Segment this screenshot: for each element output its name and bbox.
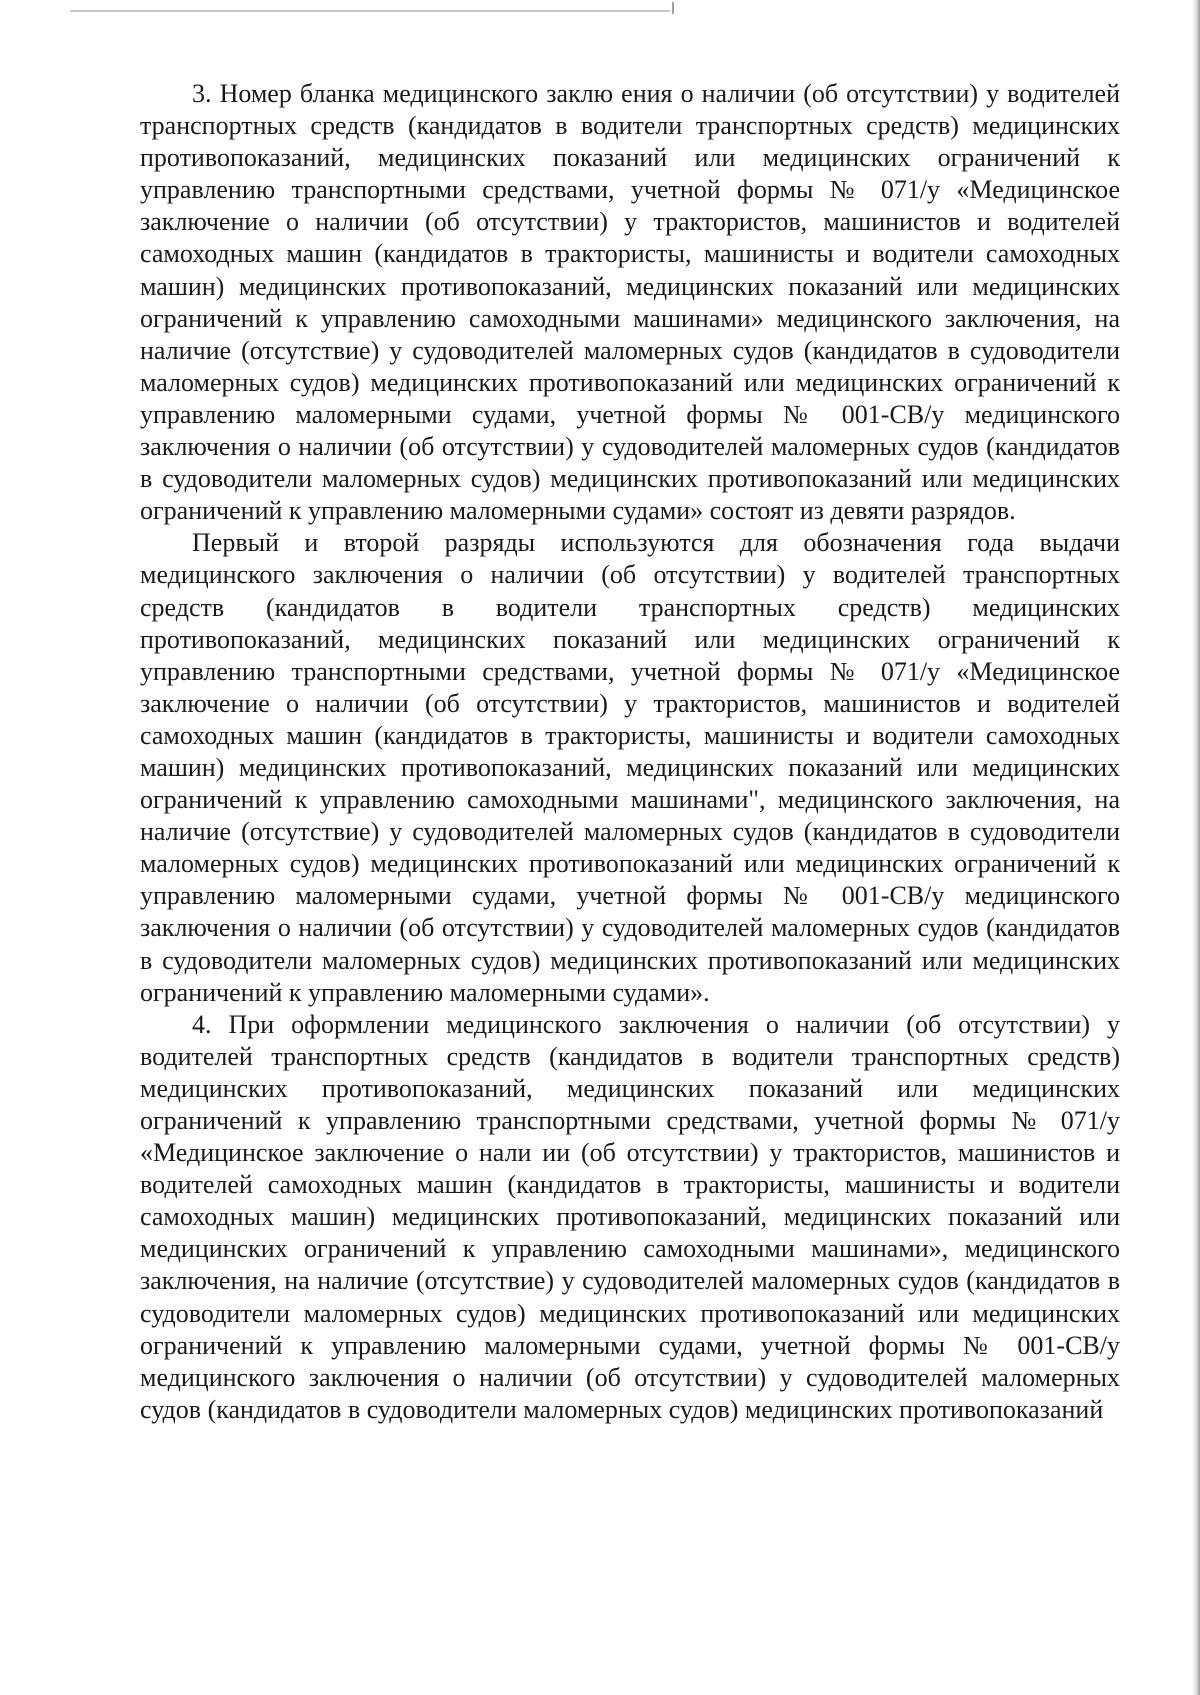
scan-right-edge — [1192, 0, 1200, 1695]
paragraph-4: 4. При оформлении медицинского заключения о наличии (об отсутствии) у водителей транспортных средств (кандидатов в водители транспортных средств) медицинских противопоказаний, медицинских показаний или медицинских ограничений к управлению транспортными средствами, учетной формы № 071/у «Медицинское заключение о нали ии (об отсутствии) у трактористов, машинистов и водителей самоходных машин (кандидатов в трактористы, машинисты и водители самоходных машин) медицинских противопоказаний, медицинских показаний или медицинских ограничений к управлению самоходными машинами», медицинского заключения, на наличие (отсутствие) у судоводителей маломерных судов (кандидатов в судоводители маломерных судов) медицинских противопоказаний или медицинских ограничений к управлению маломерными судами, учетной формы № 001-СВ/у медицинского заключения о наличии (об отсутствии) у судоводителей маломерных судов (кандидатов в судоводители маломерных судов) медицинских противопоказаний — [140, 1009, 1120, 1424]
scan-top-mark — [672, 2, 674, 14]
scan-top-line — [70, 10, 670, 12]
paragraph-3: 3. Номер бланка медицинского заклю ения о наличии (об отсутствии) у водителей транспортных средств (кандидатов в водители транспортных средств) медицинских противопоказаний, медицинских показаний или медицинских ограничений к управлению транспортными средствами, учетной формы № 071/у «Медицинское заключение о наличии (об отсутствии) у трактористов, машинистов и водителей самоходных машин (кандидатов в трактористы, машинисты и водители самоходных машин) медицинских противопоказаний, медицинских показаний или медицинских ограничений к управлению самоходными машинами» медицинского заключения, на наличие (отсутствие) у судоводителей маломерных судов (кандидатов в судоводители маломерных судов) медицинских противопоказаний или медицинских ограничений к управлению маломерными судами, учетной формы № 001-СВ/у медицинского заключения о наличии (об отсутствии) у судоводителей маломерных судов (кандидатов в судоводители маломерных судов) медицинских противопоказаний или медицинских ограничений к управлению маломерными судами» состоят из девяти разрядов. — [140, 79, 1120, 526]
document-body — [140, 78, 1120, 1426]
paragraph-digits: Первый и второй разряды используются для обозначения года выдачи медицинского заключения о наличии (об отсутствии) у водителей транспортных средств (кандидатов в водители транспортных средств) медицинских противопоказаний, медицинских показаний или медицинских ограничений к управлению транспортными средствами, учетной формы № 071/у «Медицинское заключение о наличии (об отсутствии) у трактористов, машинистов и водителей самоходных машин (кандидатов в трактористы, машинисты и водители самоходных машин) медицинских противопоказаний, медицинских показаний или медицинских ограничений к управлению самоходными машинами", медицинского заключения, на наличие (отсутствие) у судоводителей маломерных судов (кандидатов в судоводители маломерных судов) медицинских противопоказаний или медицинских ограничений к управлению маломерными судами, учетной формы № 001-СВ/у медицинского заключения о наличии (об отсутствии) у судоводителей маломерных судов (кандидатов в судоводители маломерных судов) медицинских противопоказаний или медицинских ограничений к управлению маломерными судами». — [140, 528, 1120, 1007]
